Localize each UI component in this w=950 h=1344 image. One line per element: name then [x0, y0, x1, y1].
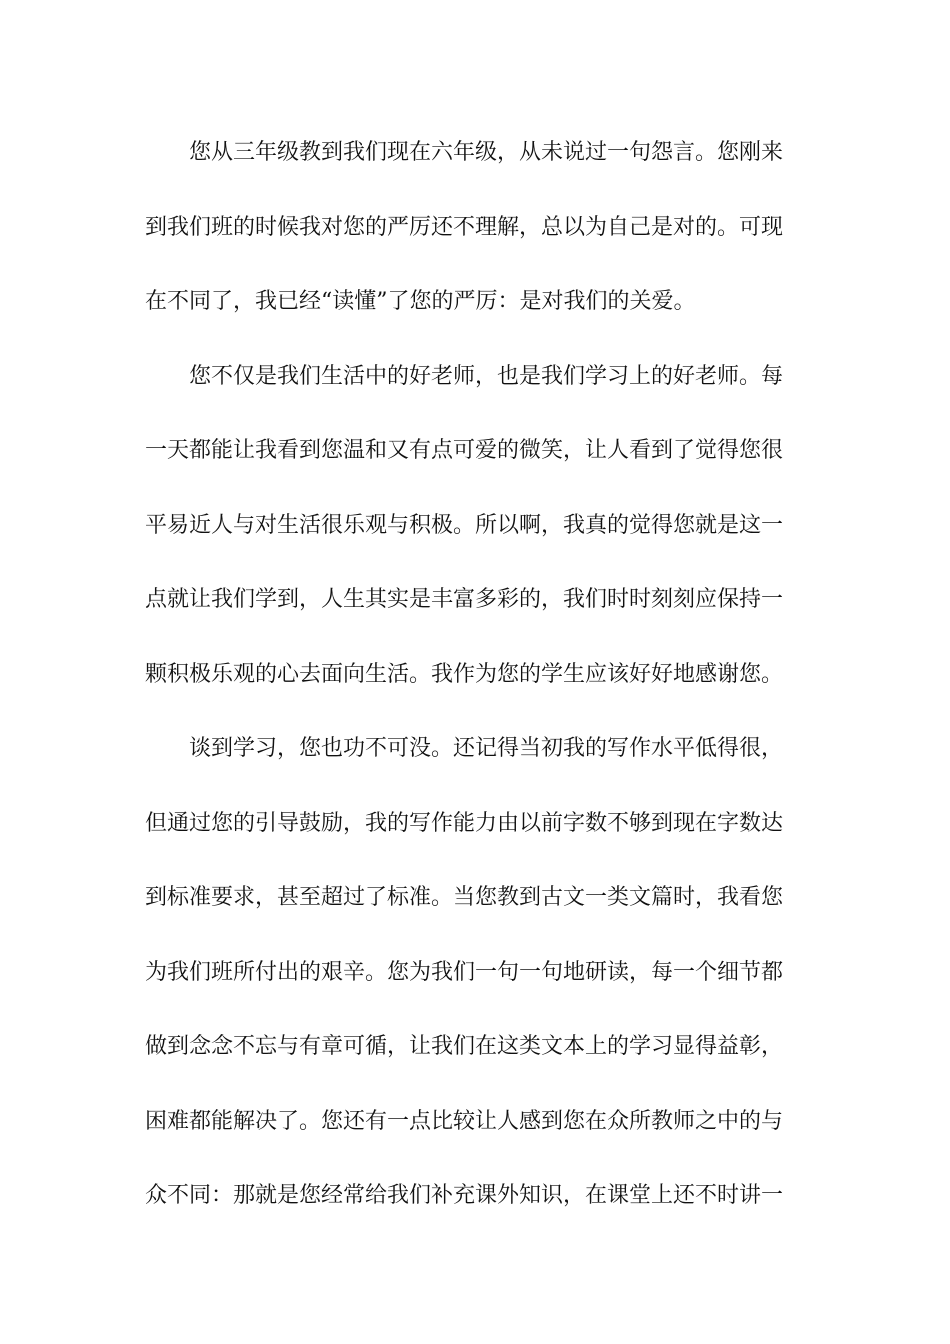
paragraph-3-line-1: 谈到学习，您也功不可没。还记得当初我的写作水平低得很，: [189, 736, 784, 761]
paragraph-3-line-7: 众不同：那就是您经常给我们补充课外知识，在课堂上还不时讲一: [145, 1183, 784, 1208]
paragraph-3-line-5: 做到念念不忘与有章可循，让我们在这类文本上的学习显得益彰，: [145, 1034, 784, 1059]
paragraph-3-line-3: 到标准要求，甚至超过了标准。当您教到古文一类文篇时，我看您: [145, 885, 784, 910]
paragraph-2-line-5: 颗积极乐观的心去面向生活。我作为您的学生应该好好地感谢您。: [145, 661, 784, 687]
paragraph-2-line-4: 点就让我们学到，人生其实是丰富多彩的，我们时时刻刻应保持一: [145, 587, 784, 612]
paragraph-3-line-6: 困难都能解决了。您还有一点比较让人感到您在众所教师之中的与: [145, 1108, 784, 1134]
paragraph-2-line-2: 一天都能让我看到您温和又有点可爱的微笑，让人看到了觉得您很: [145, 438, 784, 463]
paragraph-1-line-2: 到我们班的时候我对您的严厉还不理解，总以为自己是对的。可现: [145, 214, 784, 240]
paragraph-3-line-2: 但通过您的引导鼓励，我的写作能力由以前字数不够到现在字数达: [145, 810, 784, 836]
paragraph-1-line-1: 您从三年级教到我们现在六年级，从未说过一句怨言。您刚来: [189, 140, 784, 165]
paragraph-2-line-3: 平易近人与对生活很乐观与积极。所以啊，我真的觉得您就是这一: [145, 512, 784, 538]
paragraph-3-line-4: 为我们班所付出的艰辛。您为我们一句一句地研读，每一个细节都: [145, 959, 784, 985]
paragraph-2-line-1: 您不仅是我们生活中的好老师，也是我们学习上的好老师。每: [189, 363, 784, 389]
paragraph-1-line-3: 在不同了，我已经“读懂”了您的严厉：是对我们的关爱。: [145, 289, 696, 314]
document-body: [145, 128, 810, 1246]
